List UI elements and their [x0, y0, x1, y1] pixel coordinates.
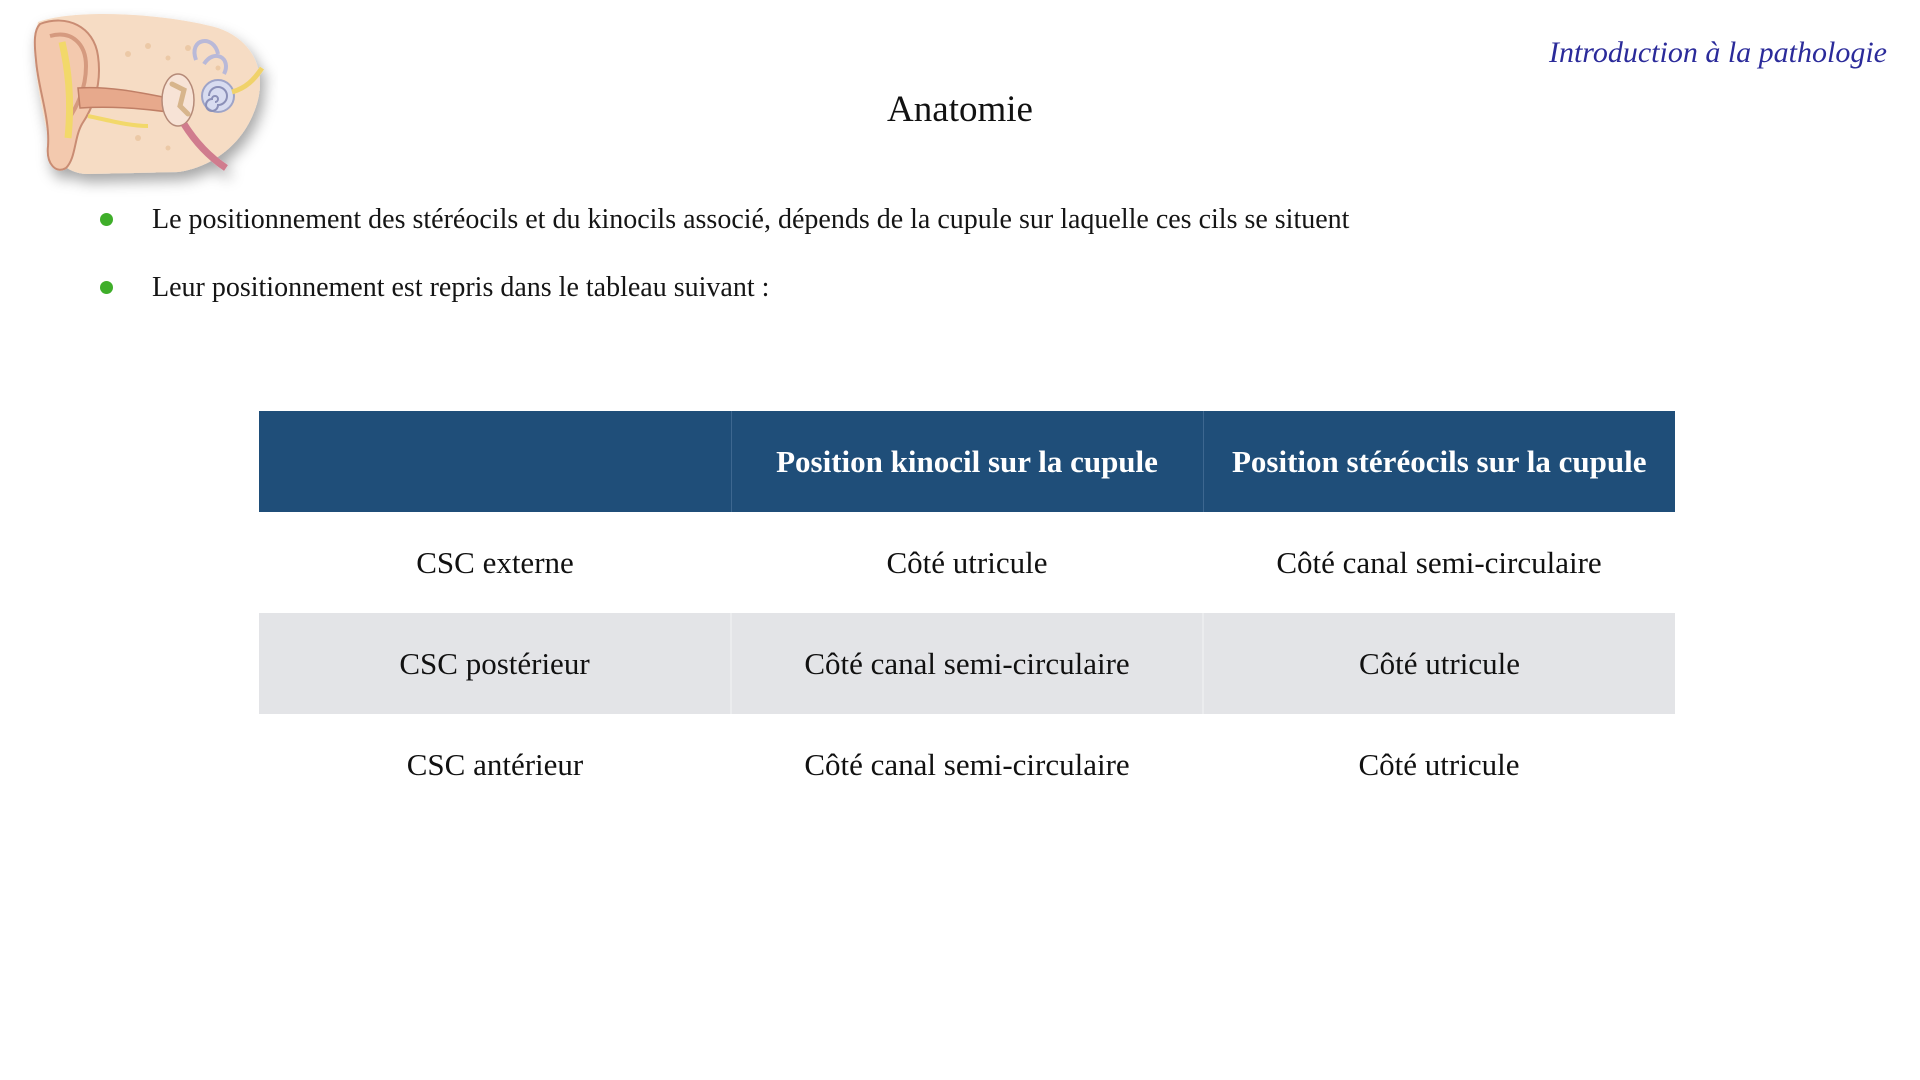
table-header-cell: Position kinocil sur la cupule — [731, 411, 1203, 512]
bullet-text: Le positionnement des stéréocils et du kinocils associé, dépends de la cupule sur laquelle ces cils se situent — [152, 204, 1350, 235]
table-row — [259, 714, 1675, 815]
bullet-dot-icon — [100, 213, 113, 226]
position-table — [259, 411, 1675, 815]
table-cell: Côté utricule — [886, 544, 1048, 580]
table-cell: CSC externe — [416, 544, 574, 580]
section-title: Introduction à la pathologie — [1548, 36, 1887, 69]
table-cell: CSC postérieur — [259, 613, 731, 714]
table-cell: Côté canal semi-circulaire — [731, 613, 1203, 714]
table-cell: Côté utricule — [1358, 746, 1520, 782]
bullet-list — [100, 200, 1800, 336]
table-header-cell — [259, 411, 731, 512]
bullet-dot-icon — [100, 281, 113, 294]
bullet-item — [100, 268, 1800, 308]
bullet-text: Leur positionnement est repris dans le tableau suivant : — [152, 272, 770, 303]
bullet-item — [100, 200, 1800, 240]
table-header-cell: Position stéréocils sur la cupule — [1203, 411, 1675, 512]
table-header-row — [259, 411, 1675, 512]
table-cell: Côté utricule — [1203, 613, 1675, 714]
table-row — [259, 613, 1675, 714]
table-cell: Côté canal semi-circulaire — [1276, 544, 1602, 580]
table-cell: Côté canal semi-circulaire — [804, 746, 1130, 782]
table-cell: CSC antérieur — [406, 746, 584, 782]
table-row — [259, 512, 1675, 613]
slide-title: Anatomie — [887, 89, 1033, 130]
